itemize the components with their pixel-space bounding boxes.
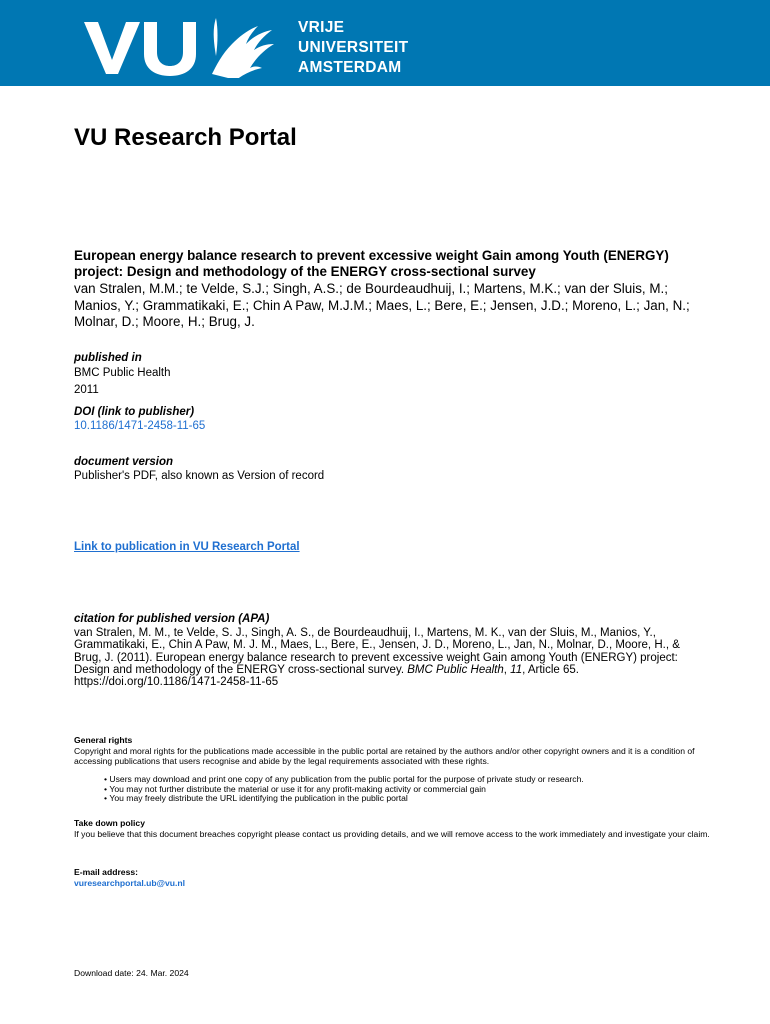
publication-authors: van Stralen, M.M.; te Velde, S.J.; Singh, A.S.; de Bourdeaudhuij, I.; Martens, M.K.; van der Sluis, M.; Manios, Y.; Grammatikaki, E.; Chin A Paw, M.J.M.; Maes, L.; Bere, E.; Jensen, J.D.; Moreno, L.; Jan, N.; Molnar, D.; Moore, H.; Brug, J.	[74, 281, 690, 329]
citation-body: van Stralen, M. M., te Velde, S. J., Singh, A. S., de Bourdeaudhuij, I., Martens, M. K., van der Sluis, M., Manios, Y., Grammatikaki, E., Chin A Paw, M. J. M., Maes, L., Bere, E., Jensen, J. D., Moreno, L., Jan, N., Molnar, D., Moore, H., & Brug, J. (2011). European energy balance research to prevent excessive weight Gain among Youth (ENERGY) project: Design and methodology of the ENERGY cross-sectional survey.	[74, 627, 680, 676]
doi-link[interactable]: 10.1186/1471-2458-11-65	[74, 420, 206, 432]
wordmark-line: VRIJE	[298, 19, 345, 36]
list-item: • You may not further distribute the material or use it for any profit-making activity or commercial gain	[104, 785, 584, 795]
download-date: Download date: 24. Mar. 2024	[74, 968, 189, 978]
email-heading: E-mail address:	[74, 867, 138, 877]
general-rights-heading: General rights	[74, 735, 133, 745]
wordmark-line: AMSTERDAM	[298, 59, 402, 76]
published-in-label: published in	[74, 352, 142, 364]
publication-year: 2011	[74, 384, 99, 396]
document-version-value: Publisher's PDF, also known as Version of record	[74, 470, 325, 482]
doi-label: DOI (link to publisher)	[74, 406, 195, 418]
citation-text	[74, 627, 710, 688]
portal-publication-link[interactable]: Link to publication in VU Research Portal	[74, 541, 300, 553]
publication-title: European energy balance research to prevent excessive weight Gain among Youth (ENERGY) project: Design and methodology of the ENERGY cross-sectional survey	[74, 248, 669, 279]
list-item: • You may freely distribute the URL identifying the publication in the public portal	[104, 794, 584, 804]
citation-volume: 11	[510, 663, 523, 676]
take-down-text: If you believe that this document breaches copyright please contact us providing details, and we will remove access to the work immediately and investigate your claim.	[74, 829, 710, 839]
wordmark-line: UNIVERSITEIT	[298, 39, 409, 56]
citation-tail: , Article 65. https://doi.org/10.1186/1471-2458-11-65	[74, 663, 579, 689]
rights-list	[104, 775, 584, 804]
general-rights-text: Copyright and moral rights for the publications made accessible in the public portal are retained by the authors and/or other copyright owners and it is a condition of accessing publications that users recognise and abide by the legal requirements associated with these rights.	[74, 746, 695, 766]
email-link[interactable]: vuresearchportal.ub@vu.nl	[74, 878, 186, 888]
list-item: • Users may download and print one copy of any publication from the public portal for the purpose of private study or research.	[104, 775, 584, 785]
portal-title: VU Research Portal	[74, 124, 297, 151]
vu-logo	[84, 12, 284, 78]
citation-label: citation for published version (APA)	[74, 613, 270, 625]
take-down-heading: Take down policy	[74, 818, 145, 828]
citation-journal: BMC Public Health	[407, 663, 504, 676]
journal-name: BMC Public Health	[74, 367, 171, 379]
header-banner	[0, 0, 770, 86]
citation-separator: ,	[503, 663, 511, 676]
university-wordmark	[298, 18, 408, 78]
document-version-label: document version	[74, 456, 174, 468]
